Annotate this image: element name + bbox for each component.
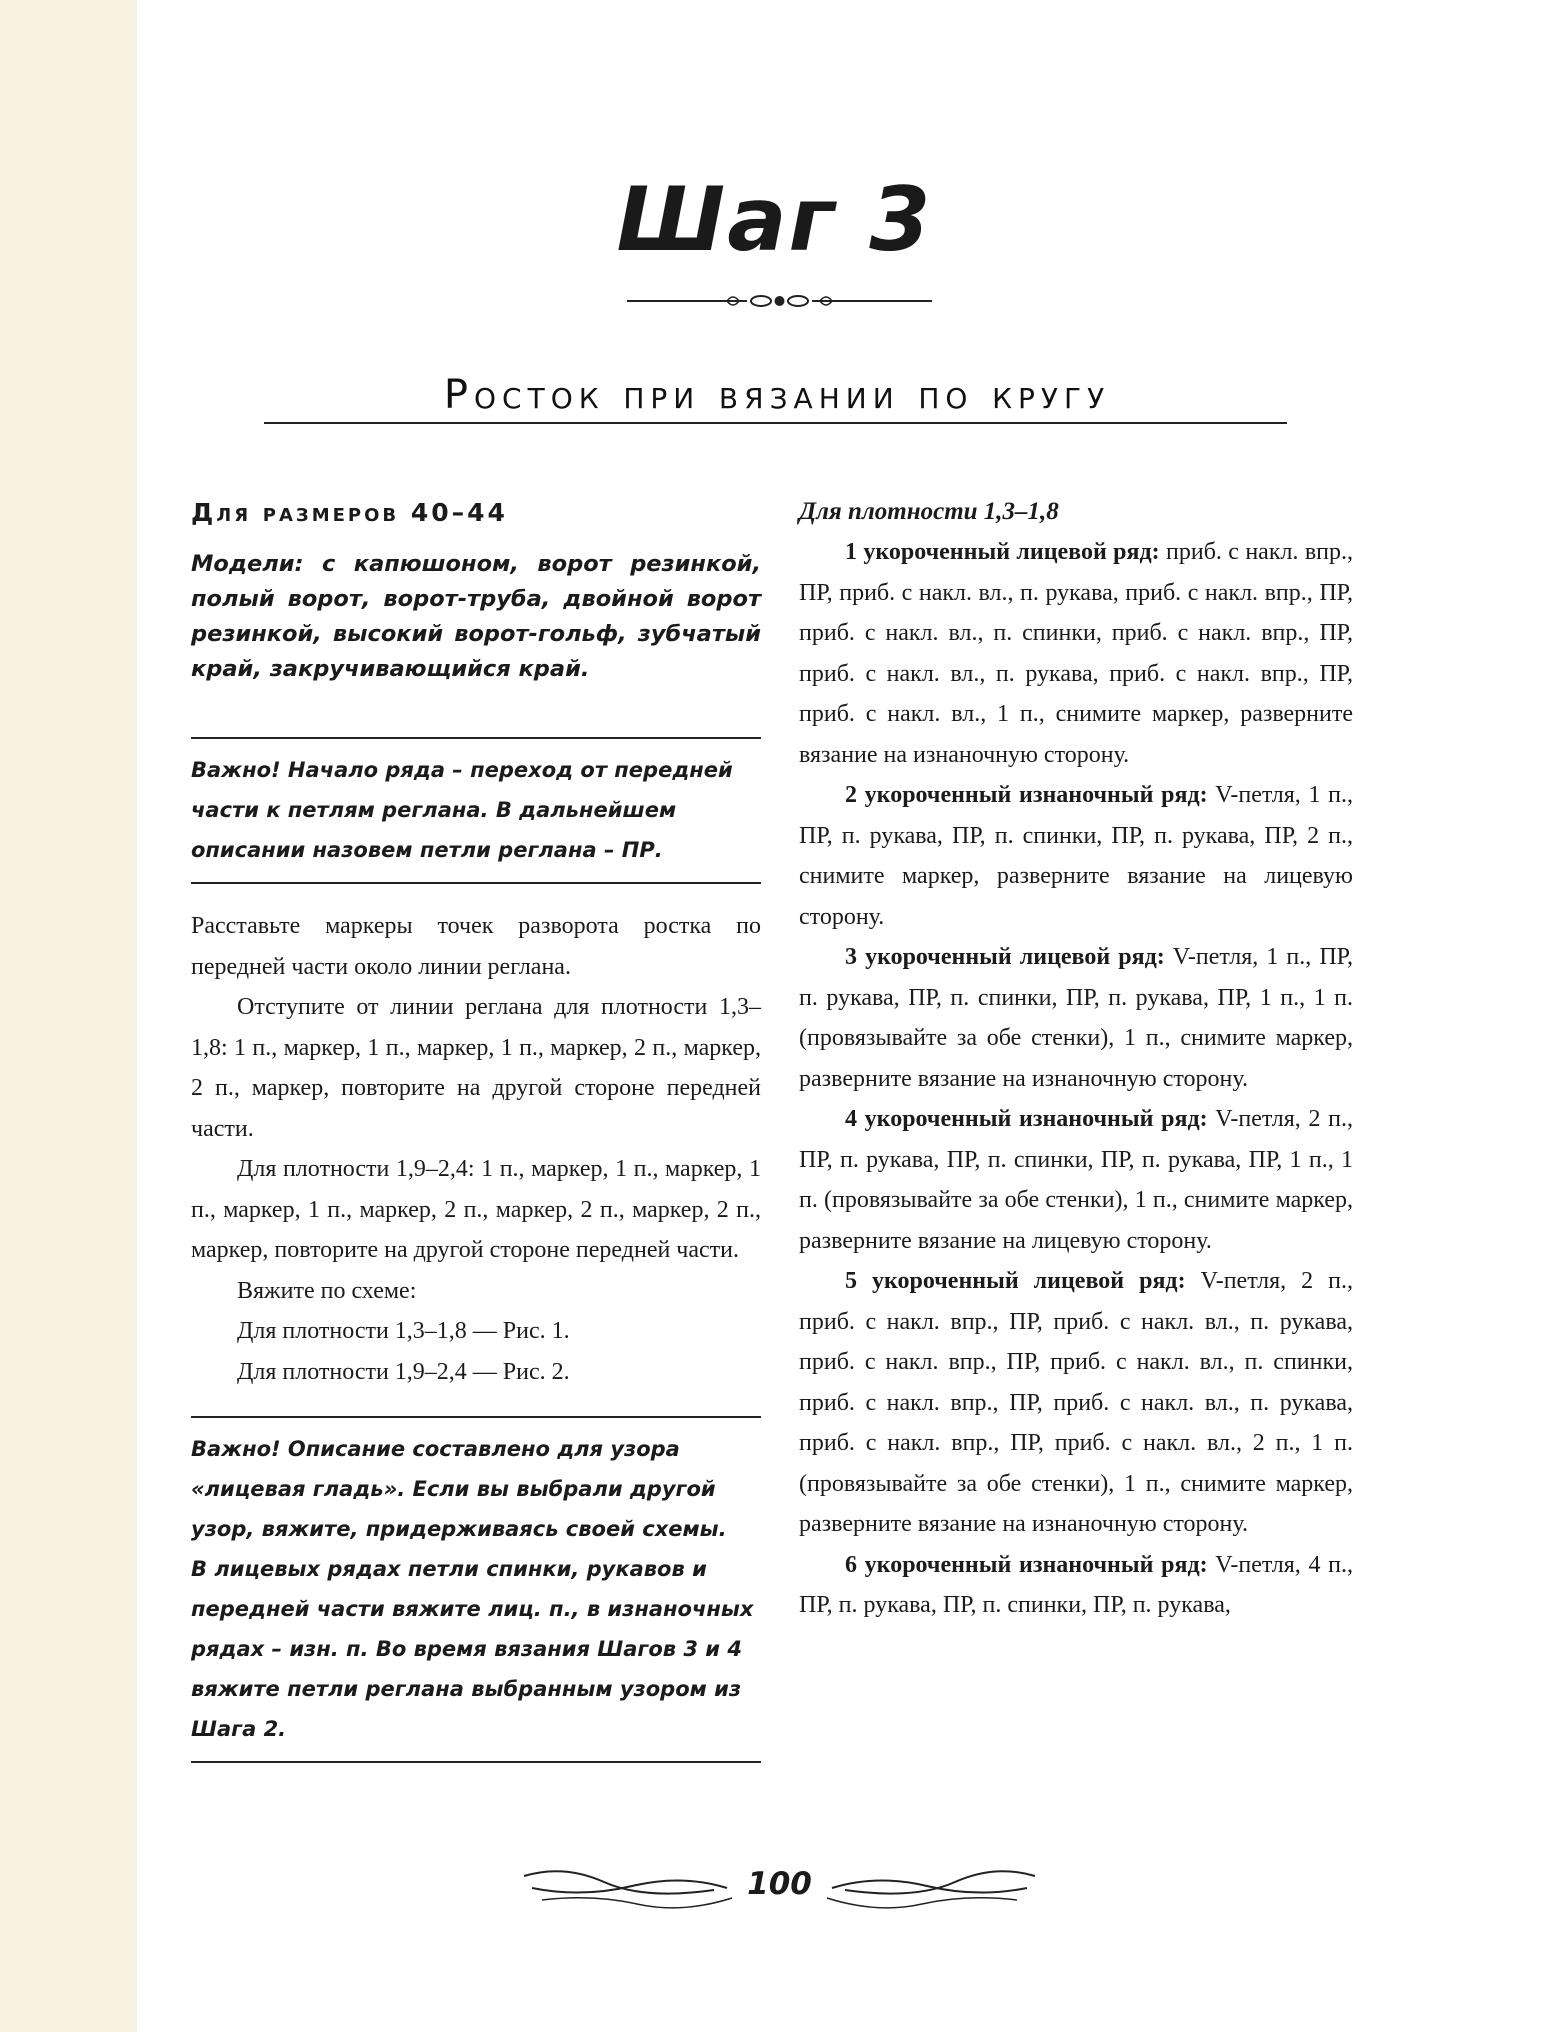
markers-paragraph: Расставьте маркеры точек разворота ростка по передней части около линии реглана. — [191, 913, 761, 980]
important-note-2 — [191, 1416, 761, 1763]
row-label: 4 укороченный изнаночный ряд: — [845, 1106, 1208, 1132]
important-note-1: Важно! Начало ряда – переход от передней части к петлям реглана. В дальнейшем описании назовем петли реглана – ПР. — [191, 737, 761, 884]
left-column — [191, 498, 761, 1763]
right-column — [799, 498, 1353, 1626]
sizes-heading: Для размеров 40–44 — [191, 498, 508, 527]
scheme-intro: Вяжите по схеме: — [237, 1277, 417, 1304]
row-text: приб. с накл. впр., ПР, приб. с накл. вл., п. рукава, приб. с накл. впр., ПР, приб. с накл. вл., п. спинки, приб. с накл. впр., ПР, приб. с накл. вл., п. рукава, приб. с накл. впр., ПР, приб. с накл. вл., 1 п., снимите маркер, разверните вязание на изнаночную сторону. — [799, 539, 1353, 768]
scheme-line-1: Для плотности 1,3–1,8 — Рис. 1. — [237, 1318, 570, 1344]
row-instruction — [799, 1261, 1353, 1545]
title-ornament-icon — [627, 290, 932, 312]
section-divider — [264, 422, 1287, 424]
row-text: V-петля, 1 п., ПР, п. рукава, ПР, п. спинки, ПР, п. рукава, ПР, 2 п., снимите маркер, разверните вязание на лицевую сторону. — [799, 782, 1353, 930]
row-instruction — [799, 1099, 1353, 1261]
density-2-paragraph: Для плотности 1,9–2,4: 1 п., маркер, 1 п., маркер, 1 п., маркер, 1 п., маркер, 2 п., маркер, 2 п., маркер, 2 п., маркер, повторите на другой стороне передней части. — [191, 1156, 761, 1263]
row-label: 5 укороченный лицевой ряд: — [845, 1268, 1186, 1294]
section-title: Росток при вязании по кругу — [443, 372, 1111, 418]
row-text: V-петля, 2 п., ПР, п. рукава, ПР, п. спинки, ПР, п. рукава, ПР, 1 п., 1 п. (провязывайте за обе стенки), 1 п., снимите маркер, разверните вязание на лицевую сторону. — [799, 1106, 1353, 1254]
models-text: Модели: с капюшоном, ворот резинкой, полый ворот, ворот-труба, двойной ворот резинкой, высокий ворот-гольф, зубчатый край, закручивающийся край. — [191, 551, 761, 682]
density-1-paragraph: Отступите от линии реглана для плотности 1,3–1,8: 1 п., маркер, 1 п., маркер, 1 п., маркер, 2 п., маркер, 2 п., маркер, повторите на другой стороне передней части. — [191, 994, 761, 1142]
row-label: 3 укороченный лицевой ряд: — [845, 944, 1165, 970]
row-instruction — [799, 1545, 1353, 1626]
note-2-line-1: Важно! Описание составлено для узора «лицевая гладь». Если вы выбрали другой узор, вяжите, придерживаясь своей схемы. — [191, 1437, 727, 1541]
page-margin-strip — [0, 0, 137, 2032]
density-heading: Для плотности 1,3–1,8 — [799, 498, 1059, 525]
row-label: 6 укороченный изнаночный ряд: — [845, 1551, 1208, 1578]
book-page — [137, 0, 1550, 2032]
row-text: V-петля, 1 п., ПР, п. рукава, ПР, п. спинки, ПР, п. рукава, ПР, 1 п., 1 п. (провязывайте за обе стенки), 1 п., снимите маркер, разверните вязание на изнаночную сторону. — [799, 944, 1353, 1092]
page-number-footer — [522, 1862, 1037, 1912]
step-title: Шаг 3 — [616, 168, 933, 271]
page-number: 100 — [747, 1866, 812, 1902]
scheme-line-2: Для плотности 1,9–2,4 — Рис. 2. — [237, 1358, 570, 1385]
left-body-text — [191, 906, 761, 1392]
rows-list — [799, 532, 1353, 1626]
row-instruction — [799, 532, 1353, 775]
row-text: V-петля, 2 п., приб. с накл. впр., ПР, приб. с накл. вл., п. рукава, приб. с накл. впр., ПР, приб. с накл. вл., п. спинки, приб. с накл. впр., ПР, приб. с накл. вл., п. рукава, приб. с накл. впр., ПР, приб. с накл. вл., 2 п., 1 п. (провязывайте за обе стенки), 1 п., снимите маркер, разверните вязание на изнаночную сторону. — [799, 1268, 1354, 1537]
row-text: V-петля, 4 п., ПР, п. рукава, ПР, п. спинки, ПР, п. рукава, — [799, 1551, 1353, 1618]
row-instruction — [799, 937, 1353, 1099]
row-instruction — [799, 775, 1353, 937]
row-label: 2 укороченный изнаночный ряд: — [845, 782, 1208, 808]
row-label: 1 укороченный лицевой ряд: — [845, 539, 1160, 565]
note-2-line-2: В лицевых рядах петли спинки, рукавов и передней части вяжите лиц. п., в изнаночных рядах – изн. п. Во время вязания Шагов 3 и 4 вяжите петли реглана выбранным узором из Шага 2. — [191, 1557, 754, 1741]
